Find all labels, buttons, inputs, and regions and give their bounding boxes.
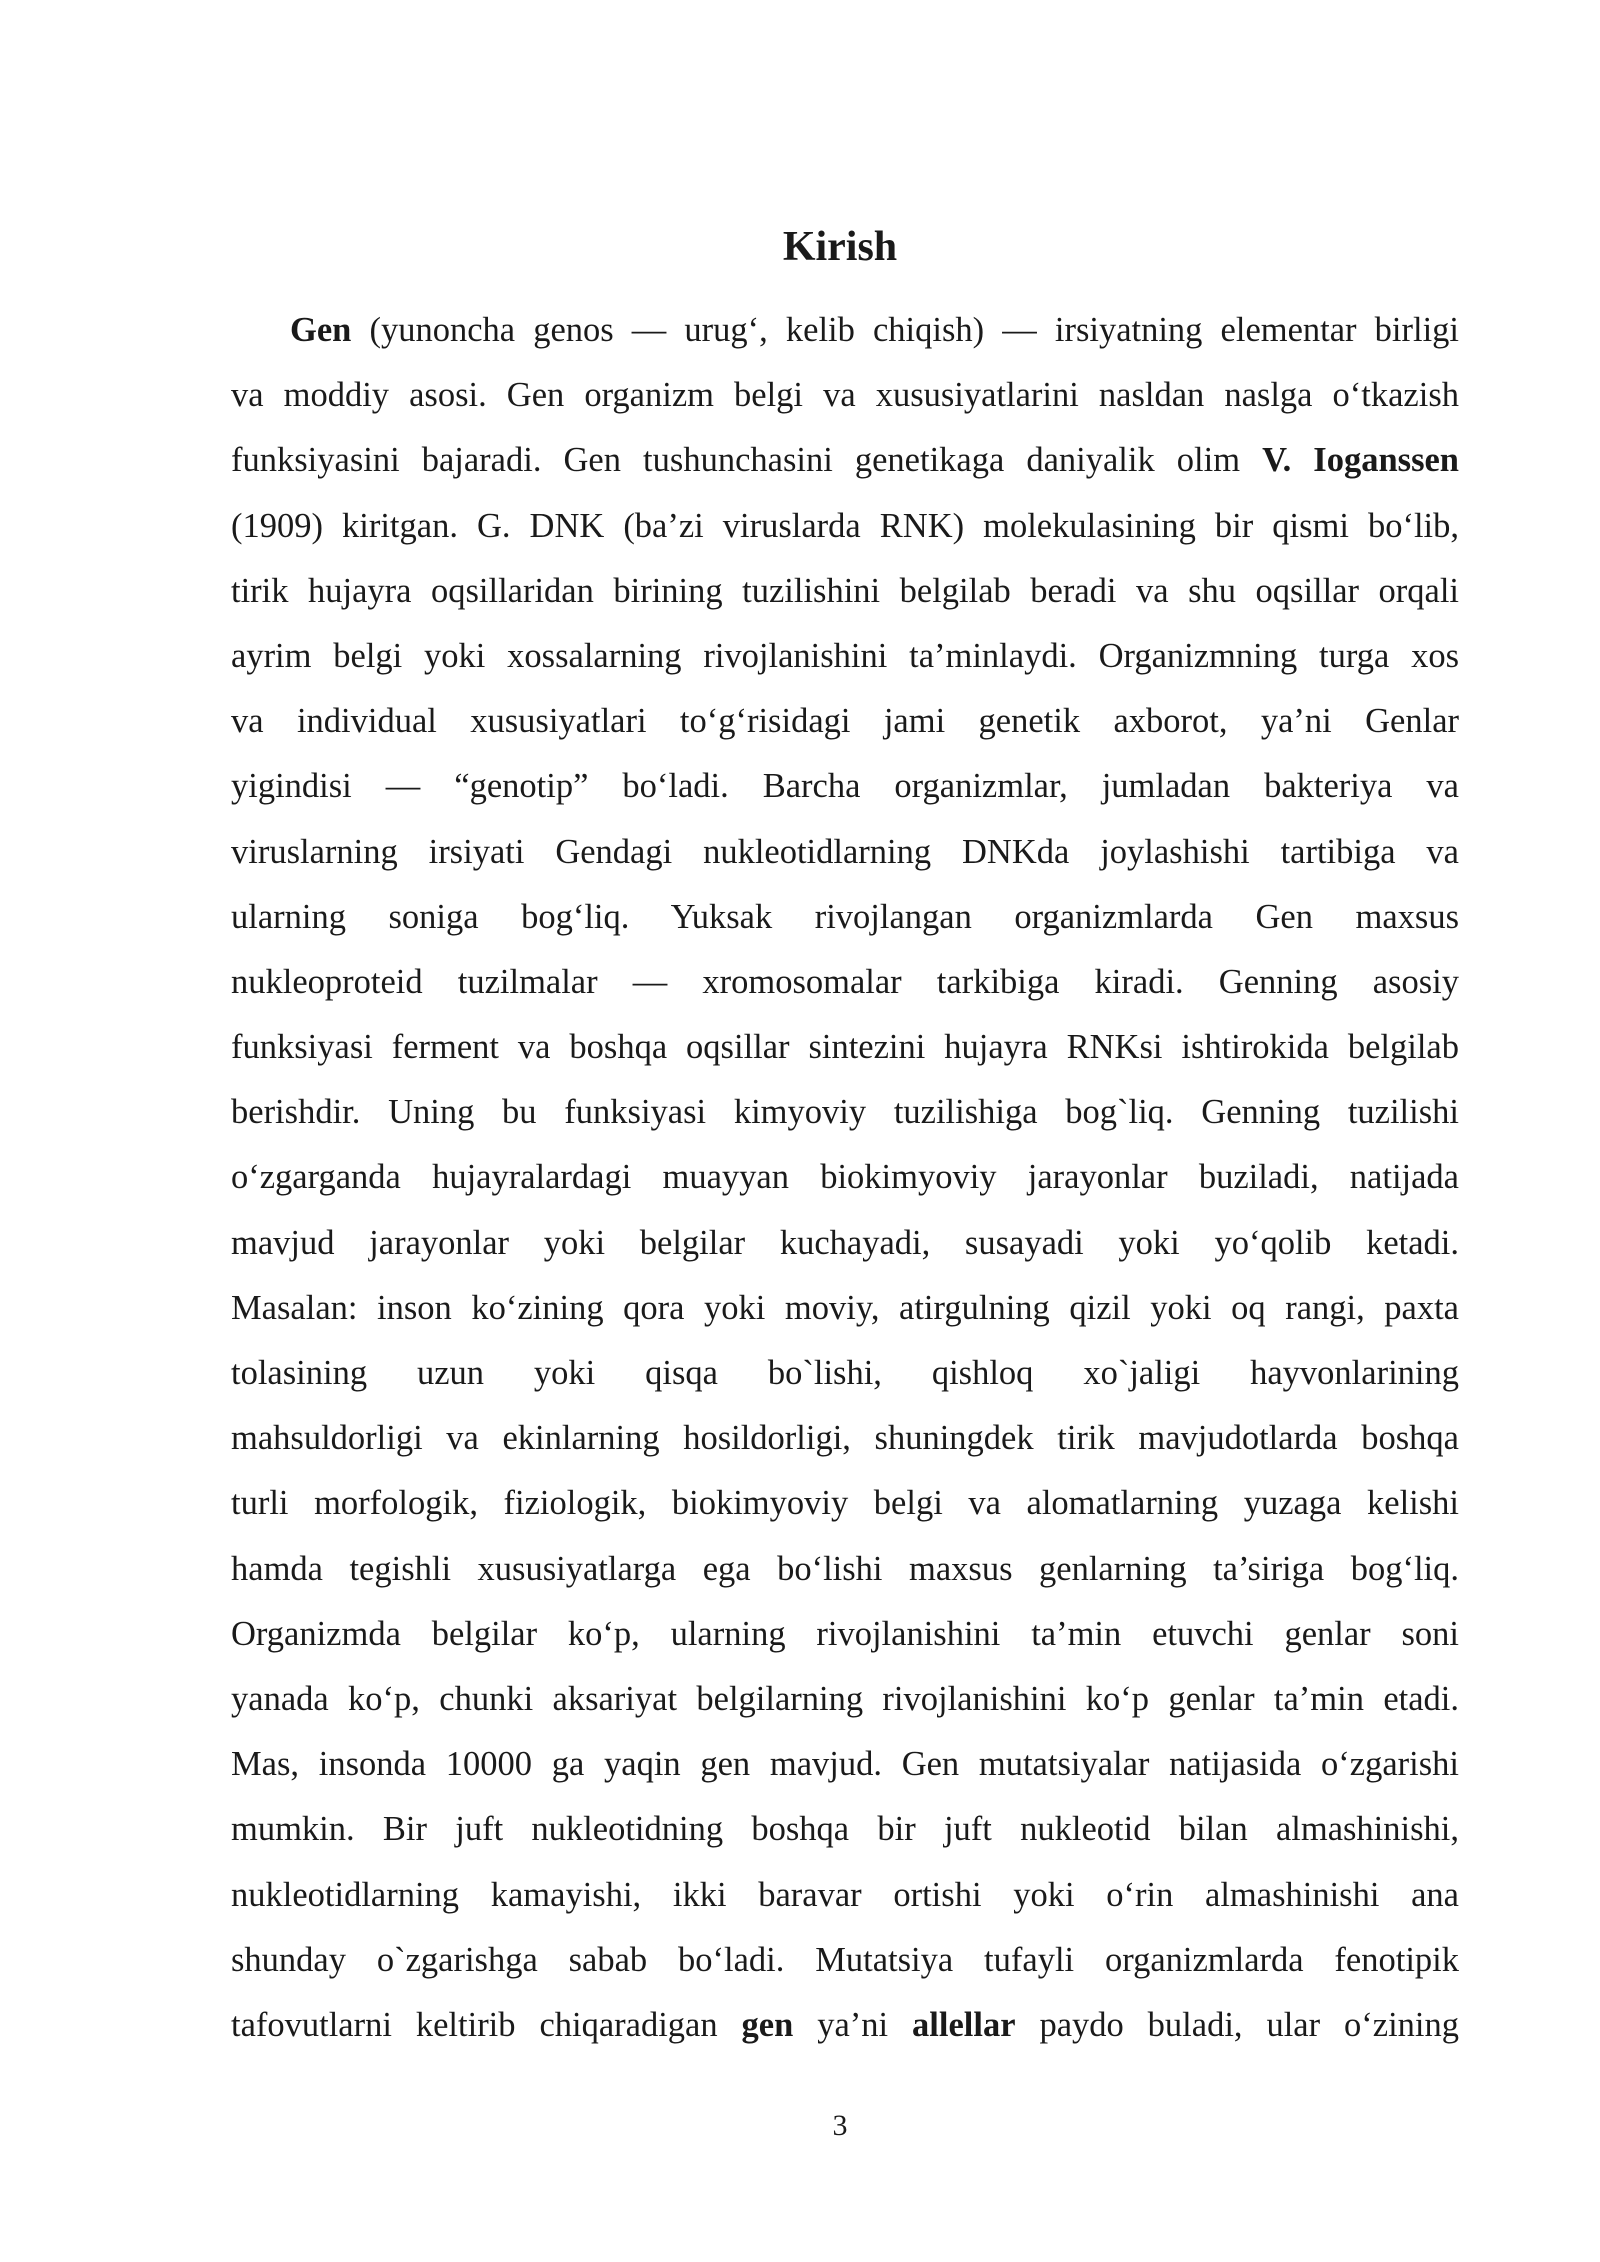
text-segment: Mas, insonda 10000 ga yaqin gen mavjud. Gen mutatsiyalar natijasida o‘zgarishi [231,1745,1459,1784]
text-segment: nukleotidlarning kamayishi, ikki baravar ortishi yoki o‘rin almashinishi ana [231,1875,1459,1914]
text-segment: mavjud jarayonlar yoki belgilar kuchayadi, susayadi yoki yo‘qolib ketadi. [231,1223,1459,1262]
text-segment: o‘zgarganda hujayralardagi muayyan biokimyoviy jarayonlar buziladi, natijada [231,1158,1459,1197]
text-segment: berishdir. Uning bu funksiyasi kimyoviy tuzilishiga bog`liq. Genning tuzilishi [231,1093,1459,1132]
text-line [231,624,1459,689]
text-segment: turli morfologik, fiziologik, biokimyoviy belgi va alomatlarning yuzaga kelishi [231,1484,1459,1523]
text-line [231,363,1459,428]
text-segment: yigindisi — “genotip” bo‘ladi. Barcha organizmlar, jumladan bakteriya va [231,767,1459,806]
text-segment: tirik hujayra oqsillaridan birining tuzilishini belgilab beradi va shu oqsillar orqali [231,571,1459,610]
text-line [231,1406,1459,1471]
text-line [231,1667,1459,1732]
text-line [231,1015,1459,1080]
text-line [231,1863,1459,1928]
text-segment: hamda tegishli xususiyatlarga ega bo‘lishi maxsus genlarning ta’siriga bog‘liq. [231,1549,1459,1588]
text-segment: Organizmda belgilar ko‘p, ularning rivojlanishini ta’min etuvchi genlar soni [231,1614,1459,1653]
text-segment: va individual xususiyatlari to‘g‘risidagi jami genetik axborot, ya’ni Genlar [231,702,1459,741]
text-segment: paydo buladi, ular o‘zining [1015,2005,1459,2044]
text-line [231,494,1459,559]
text-line [231,820,1459,885]
text-line [231,1080,1459,1145]
text-line [231,1602,1459,1667]
bold-term: Gen [290,311,352,349]
text-segment: tafovutlarni keltirib chiqaradigan [231,2005,742,2044]
text-line [231,559,1459,624]
text-line [231,885,1459,950]
text-line [231,1145,1459,1210]
text-segment: viruslarning irsiyati Gendagi nukleotidlarning DNKda joylashishi tartibiga va [231,832,1459,871]
text-segment: ularning soniga bog‘liq. Yuksak rivojlangan organizmlarda Gen maxsus [231,897,1459,936]
text-segment: va moddiy asosi. Gen organizm belgi va xususiyatlarini nasldan naslga o‘tkazish [231,376,1459,415]
text-segment: funksiyasini bajaradi. Gen tushunchasini genetikaga daniyalik olim [231,441,1263,480]
text-line [231,1537,1459,1602]
text-segment: Masalan: inson ko‘zining qora yoki moviy, atirgulning qizil yoki oq rangi, paxta [231,1288,1459,1327]
text-line [231,950,1459,1015]
text-line [231,1732,1459,1797]
text-segment: nukleoproteid tuzilmalar — xromosomalar tarkibiga kiradi. Genning asosiy [231,962,1459,1001]
text-segment: tolasining uzun yoki qisqa bo`lishi, qishloq xo`jaligi hayvonlarining [231,1354,1459,1392]
text-line [231,754,1459,819]
text-line [231,1993,1459,2058]
text-line [231,1211,1459,1276]
body-paragraph [231,298,1459,2058]
bold-term: V. Ioganssen [1262,441,1459,480]
text-line [231,1471,1459,1536]
text-segment: shunday o`zgarishga sabab bo‘ladi. Mutatsiya tufayli organizmlarda fenotipik [231,1940,1459,1979]
page-number: 3 [832,2109,848,2142]
text-line [231,1276,1459,1341]
text-line [231,1797,1459,1862]
bold-term: gen [741,2005,794,2044]
text-segment: (yunoncha genos — urug‘, kelib chiqish) — irsiyatning elementar birligi [351,311,1459,349]
text-segment: yanada ko‘p, chunki aksariyat belgilarning rivojlanishini ko‘p genlar ta’min etadi. [231,1679,1459,1718]
text-segment: mahsuldorligi va ekinlarning hosildorligi, shuningdek tirik mavjudotlarda boshqa [231,1419,1459,1458]
text-segment: funksiyasi ferment va boshqa oqsillar sintezini hujayra RNKsi ishtirokida belgilab [231,1028,1459,1067]
bold-term: allellar [912,2005,1016,2044]
page-title: Kirish [782,224,898,270]
text-line [231,428,1459,493]
text-segment: ayrim belgi yoki xossalarning rivojlanishini ta’minlaydi. Organizmning turga xos [231,636,1459,675]
text-segment: ya’ni [793,2005,913,2044]
text-segment: (1909) kiritgan. G. DNK (ba’zi viruslarda RNK) molekulasining bir qismi bo‘lib, [231,506,1459,545]
text-line [231,689,1459,754]
text-line [231,298,1459,363]
text-line [231,1341,1459,1406]
text-line [231,1928,1459,1993]
text-segment: mumkin. Bir juft nukleotidning boshqa bir juft nukleotid bilan almashinishi, [231,1810,1459,1849]
